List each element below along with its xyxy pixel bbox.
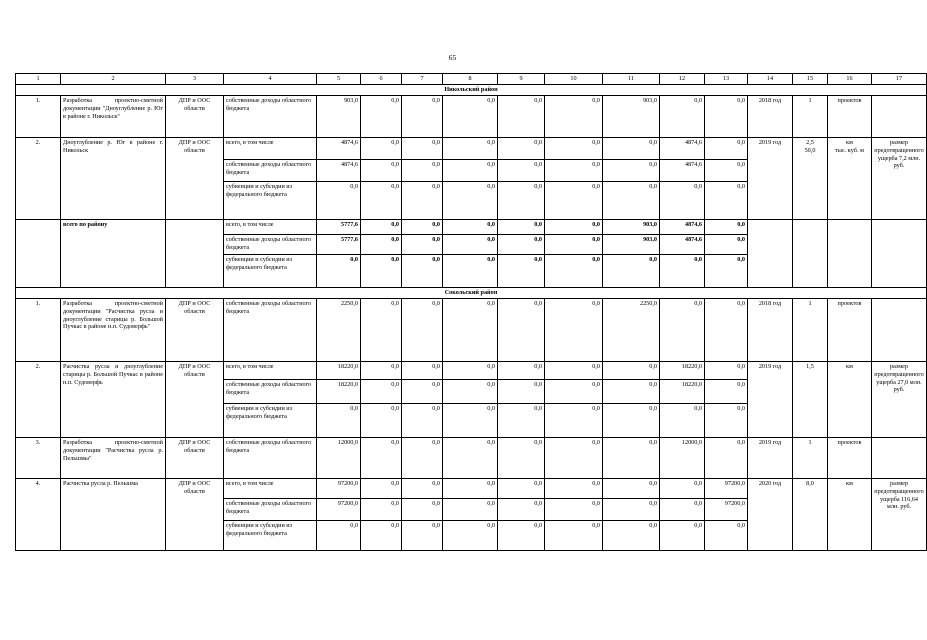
amount-cell: 0,0 bbox=[361, 521, 402, 551]
amount-cell: 0,0 bbox=[603, 479, 660, 499]
amount-cell: 0,0 bbox=[443, 521, 498, 551]
column-number: 6 bbox=[361, 74, 402, 85]
unit-cell: проектов bbox=[828, 96, 872, 138]
amount-cell: 0,0 bbox=[705, 438, 748, 479]
amount-cell: 0,0 bbox=[443, 182, 498, 220]
year-cell: 2018 год bbox=[748, 299, 793, 362]
amount-cell: 4874,6 bbox=[660, 138, 705, 160]
amount-cell: 0,0 bbox=[660, 255, 705, 288]
unit-cell: проектов bbox=[828, 438, 872, 479]
amount-cell: 0,0 bbox=[545, 299, 603, 362]
amount-cell: 0,0 bbox=[443, 362, 498, 380]
amount-cell: 0,0 bbox=[498, 521, 545, 551]
amount-cell: 0,0 bbox=[603, 499, 660, 521]
amount-cell: 0,0 bbox=[402, 182, 443, 220]
executor: ДПР и ООС области bbox=[166, 479, 224, 551]
row-number: 1. bbox=[16, 96, 61, 138]
row-number: 2. bbox=[16, 362, 61, 438]
funding-source: собственные доходы областного бюджета bbox=[224, 235, 317, 255]
funding-source: всего, в том числе bbox=[224, 479, 317, 499]
amount-cell: 97200,0 bbox=[705, 499, 748, 521]
funding-source: субвенции и субсидии из федерального бюджета bbox=[224, 404, 317, 438]
amount-cell: 0,0 bbox=[317, 404, 361, 438]
row-number: 4. bbox=[16, 479, 61, 551]
amount-cell: 0,0 bbox=[402, 235, 443, 255]
amount-cell: 18220,0 bbox=[317, 362, 361, 380]
quantity-cell: 1 bbox=[793, 96, 828, 138]
year-cell: 2018 год bbox=[748, 96, 793, 138]
amount-cell: 0,0 bbox=[402, 438, 443, 479]
executor: ДПР и ООС области bbox=[166, 438, 224, 479]
amount-cell: 0,0 bbox=[660, 299, 705, 362]
table-row bbox=[16, 438, 927, 479]
amount-cell: 0,0 bbox=[361, 220, 402, 235]
amount-cell: 0,0 bbox=[443, 499, 498, 521]
amount-cell: 0,0 bbox=[361, 404, 402, 438]
amount-cell: 0,0 bbox=[402, 160, 443, 182]
amount-cell: 4874,6 bbox=[660, 220, 705, 235]
measure-name: Дноуглубление р. Юг в районе г. Никольск bbox=[61, 138, 166, 220]
column-number: 15 bbox=[793, 74, 828, 85]
amount-cell: 0,0 bbox=[498, 220, 545, 235]
executor bbox=[166, 220, 224, 288]
funding-source: собственные доходы областного бюджета bbox=[224, 380, 317, 404]
amount-cell: 0,0 bbox=[402, 255, 443, 288]
quantity-value: 50,0 bbox=[804, 146, 816, 154]
amount-cell: 0,0 bbox=[545, 362, 603, 380]
measure-name: Разработка проектно-сметной документации "Расчистка русла и дноуглубление старицы р. Большой Пучкас в районе н.п. Судоверфь" bbox=[61, 299, 166, 362]
amount-cell: 0,0 bbox=[660, 521, 705, 551]
column-number: 1 bbox=[16, 74, 61, 85]
amount-cell: 0,0 bbox=[545, 438, 603, 479]
year-cell: 2019 год bbox=[748, 138, 793, 220]
funding-source: всего, в том числе bbox=[224, 362, 317, 380]
funding-source: всего, в том числе bbox=[224, 220, 317, 235]
amount-cell: 0,0 bbox=[545, 220, 603, 235]
column-number: 3 bbox=[166, 74, 224, 85]
note-cell bbox=[872, 96, 927, 138]
amount-cell: 0,0 bbox=[361, 138, 402, 160]
amount-cell: 0,0 bbox=[705, 404, 748, 438]
amount-cell: 0,0 bbox=[443, 160, 498, 182]
quantity-cell: 1 bbox=[793, 299, 828, 362]
amount-cell: 0,0 bbox=[545, 182, 603, 220]
amount-cell: 0,0 bbox=[705, 220, 748, 235]
amount-cell: 0,0 bbox=[603, 362, 660, 380]
amount-cell: 0,0 bbox=[705, 380, 748, 404]
amount-cell: 0,0 bbox=[498, 380, 545, 404]
district-header-row bbox=[16, 85, 927, 96]
amount-cell: 0,0 bbox=[443, 438, 498, 479]
unit-cell bbox=[828, 138, 872, 220]
amount-cell: 0,0 bbox=[545, 96, 603, 138]
column-number: 2 bbox=[61, 74, 166, 85]
funding-source: собственные доходы областного бюджета bbox=[224, 299, 317, 362]
amount-cell: 0,0 bbox=[402, 220, 443, 235]
amount-cell: 0,0 bbox=[498, 299, 545, 362]
amount-cell: 0,0 bbox=[705, 235, 748, 255]
executor: ДПР и ООС области bbox=[166, 299, 224, 362]
executor: ДПР и ООС области bbox=[166, 362, 224, 438]
amount-cell: 0,0 bbox=[705, 182, 748, 220]
funding-source: субвенции и субсидии из федерального бюджета bbox=[224, 255, 317, 288]
amount-cell: 903,0 bbox=[603, 220, 660, 235]
column-number: 7 bbox=[402, 74, 443, 85]
amount-cell: 0,0 bbox=[498, 404, 545, 438]
unit-cell bbox=[828, 220, 872, 288]
column-number: 9 bbox=[498, 74, 545, 85]
amount-cell: 0,0 bbox=[361, 362, 402, 380]
amount-cell: 0,0 bbox=[402, 479, 443, 499]
quantity-cell bbox=[793, 220, 828, 288]
year-cell: 2019 год bbox=[748, 362, 793, 438]
column-number: 10 bbox=[545, 74, 603, 85]
amount-cell: 0,0 bbox=[361, 479, 402, 499]
total-row bbox=[16, 220, 927, 235]
unit-cell: км bbox=[828, 479, 872, 551]
amount-cell: 0,0 bbox=[705, 299, 748, 362]
amount-cell: 4874,6 bbox=[660, 160, 705, 182]
funding-source: собственные доходы областного бюджета bbox=[224, 96, 317, 138]
unit-value: тыс. куб. м bbox=[835, 146, 864, 154]
amount-cell: 4874,6 bbox=[317, 160, 361, 182]
amount-cell: 0,0 bbox=[660, 499, 705, 521]
note-cell bbox=[872, 438, 927, 479]
amount-cell: 0,0 bbox=[317, 182, 361, 220]
amount-cell: 0,0 bbox=[402, 404, 443, 438]
amount-cell: 0,0 bbox=[660, 479, 705, 499]
amount-cell: 0,0 bbox=[443, 235, 498, 255]
row-number bbox=[16, 220, 61, 288]
amount-cell: 0,0 bbox=[705, 160, 748, 182]
amount-cell: 0,0 bbox=[498, 362, 545, 380]
note-cell bbox=[872, 220, 927, 288]
amount-cell: 0,0 bbox=[603, 404, 660, 438]
total-label: всего по району bbox=[61, 220, 166, 288]
amount-cell: 0,0 bbox=[498, 138, 545, 160]
note-cell bbox=[872, 299, 927, 362]
executor: ДПР и ООС области bbox=[166, 138, 224, 220]
amount-cell: 12000,0 bbox=[660, 438, 705, 479]
amount-cell: 0,0 bbox=[443, 96, 498, 138]
note-cell: размер предотвращенного ущерба 27,0 млн. руб. bbox=[872, 362, 927, 438]
amount-cell: 0,0 bbox=[443, 220, 498, 235]
column-number: 17 bbox=[872, 74, 927, 85]
amount-cell: 0,0 bbox=[603, 438, 660, 479]
amount-cell: 0,0 bbox=[545, 499, 603, 521]
amount-cell: 0,0 bbox=[705, 96, 748, 138]
measure-name: Расчистка русла и дноуглубление старицы р. Большой Пучкас в районе н.п. Судоверфь bbox=[61, 362, 166, 438]
measure-name: Разработка проектно-сметной документации "Дноуглубление р. Юг в районе г. Никольск" bbox=[61, 96, 166, 138]
amount-cell: 903,0 bbox=[603, 235, 660, 255]
amount-cell: 0,0 bbox=[361, 255, 402, 288]
amount-cell: 903,0 bbox=[317, 96, 361, 138]
table-row bbox=[16, 479, 927, 499]
quantity-cell: 8,0 bbox=[793, 479, 828, 551]
amount-cell: 0,0 bbox=[402, 362, 443, 380]
row-number: 2. bbox=[16, 138, 61, 220]
column-number: 5 bbox=[317, 74, 361, 85]
funding-source: всего, в том числе bbox=[224, 138, 317, 160]
amount-cell: 0,0 bbox=[545, 160, 603, 182]
table-row bbox=[16, 138, 927, 160]
amount-cell: 0,0 bbox=[498, 479, 545, 499]
amount-cell: 0,0 bbox=[361, 438, 402, 479]
measure-name: Расчистка русла р. Пельшма bbox=[61, 479, 166, 551]
note-cell: размер предотвращенного ущерба 7,2 млн. руб. bbox=[872, 138, 927, 220]
amount-cell: 0,0 bbox=[603, 160, 660, 182]
amount-cell: 0,0 bbox=[603, 380, 660, 404]
district-title: Никольский район bbox=[16, 85, 927, 96]
amount-cell: 97200,0 bbox=[705, 479, 748, 499]
amount-cell: 0,0 bbox=[443, 255, 498, 288]
amount-cell: 0,0 bbox=[660, 96, 705, 138]
amount-cell: 0,0 bbox=[498, 438, 545, 479]
funding-source: собственные доходы областного бюджета bbox=[224, 438, 317, 479]
amount-cell: 97200,0 bbox=[317, 499, 361, 521]
amount-cell: 2250,0 bbox=[317, 299, 361, 362]
amount-cell: 0,0 bbox=[402, 499, 443, 521]
year-cell bbox=[748, 220, 793, 288]
row-number: 3. bbox=[16, 438, 61, 479]
quantity-cell: 1 bbox=[793, 438, 828, 479]
amount-cell: 0,0 bbox=[443, 138, 498, 160]
amount-cell: 0,0 bbox=[545, 521, 603, 551]
amount-cell: 0,0 bbox=[705, 138, 748, 160]
amount-cell: 0,0 bbox=[545, 479, 603, 499]
amount-cell: 4874,6 bbox=[317, 138, 361, 160]
amount-cell: 0,0 bbox=[705, 362, 748, 380]
district-header-row bbox=[16, 288, 927, 299]
amount-cell: 97200,0 bbox=[317, 479, 361, 499]
measure-name: Разработка проектно-сметной документации "Расчистка русла р. Пельшмы" bbox=[61, 438, 166, 479]
row-number: 1. bbox=[16, 299, 61, 362]
unit-cell: проектов bbox=[828, 299, 872, 362]
amount-cell: 0,0 bbox=[498, 499, 545, 521]
column-number: 14 bbox=[748, 74, 793, 85]
amount-cell: 0,0 bbox=[498, 255, 545, 288]
amount-cell: 903,0 bbox=[603, 96, 660, 138]
amount-cell: 0,0 bbox=[317, 521, 361, 551]
amount-cell: 0,0 bbox=[361, 380, 402, 404]
amount-cell: 0,0 bbox=[443, 479, 498, 499]
amount-cell: 0,0 bbox=[545, 404, 603, 438]
table-row bbox=[16, 362, 927, 380]
amount-cell: 18220,0 bbox=[317, 380, 361, 404]
amount-cell: 0,0 bbox=[402, 138, 443, 160]
amount-cell: 0,0 bbox=[443, 299, 498, 362]
funding-source: субвенции и субсидии из федерального бюджета bbox=[224, 182, 317, 220]
amount-cell: 0,0 bbox=[402, 521, 443, 551]
amount-cell: 18220,0 bbox=[660, 380, 705, 404]
amount-cell: 0,0 bbox=[545, 380, 603, 404]
column-number: 13 bbox=[705, 74, 748, 85]
amount-cell: 0,0 bbox=[545, 235, 603, 255]
amount-cell: 0,0 bbox=[545, 138, 603, 160]
amount-cell: 0,0 bbox=[498, 182, 545, 220]
page-number: 65 bbox=[448, 53, 457, 62]
executor: ДПР и ООС области bbox=[166, 96, 224, 138]
column-number: 16 bbox=[828, 74, 872, 85]
amount-cell: 0,0 bbox=[603, 138, 660, 160]
amount-cell: 0,0 bbox=[545, 255, 603, 288]
column-number: 12 bbox=[660, 74, 705, 85]
unit-cell: км bbox=[828, 362, 872, 438]
note-cell: размер предотвращенного ущерба 116,64 млн. руб. bbox=[872, 479, 927, 551]
funding-source: собственные доходы областного бюджета bbox=[224, 160, 317, 182]
amount-cell: 2250,0 bbox=[603, 299, 660, 362]
amount-cell: 0,0 bbox=[603, 182, 660, 220]
quantity-value: 2,5 bbox=[806, 139, 814, 146]
column-number: 11 bbox=[603, 74, 660, 85]
amount-cell: 0,0 bbox=[402, 96, 443, 138]
amount-cell: 0,0 bbox=[705, 521, 748, 551]
amount-cell: 0,0 bbox=[603, 255, 660, 288]
amount-cell: 0,0 bbox=[443, 380, 498, 404]
amount-cell: 18220,0 bbox=[660, 362, 705, 380]
amount-cell: 0,0 bbox=[361, 299, 402, 362]
investment-table bbox=[15, 73, 927, 551]
unit-value: км bbox=[846, 139, 853, 146]
table-row bbox=[16, 299, 927, 362]
column-number: 8 bbox=[443, 74, 498, 85]
quantity-cell bbox=[793, 138, 828, 220]
amount-cell: 0,0 bbox=[361, 499, 402, 521]
column-number-row bbox=[16, 74, 927, 85]
amount-cell: 0,0 bbox=[498, 96, 545, 138]
amount-cell: 12000,0 bbox=[317, 438, 361, 479]
amount-cell: 0,0 bbox=[361, 160, 402, 182]
table-row bbox=[16, 96, 927, 138]
amount-cell: 0,0 bbox=[402, 299, 443, 362]
amount-cell: 0,0 bbox=[317, 255, 361, 288]
year-cell: 2020 год bbox=[748, 479, 793, 551]
column-number: 4 bbox=[224, 74, 317, 85]
funding-source: собственные доходы областного бюджета bbox=[224, 499, 317, 521]
amount-cell: 5777,6 bbox=[317, 235, 361, 255]
amount-cell: 0,0 bbox=[361, 235, 402, 255]
amount-cell: 0,0 bbox=[603, 521, 660, 551]
district-title: Сокольский район bbox=[16, 288, 927, 299]
amount-cell: 0,0 bbox=[443, 404, 498, 438]
quantity-cell: 1,5 bbox=[793, 362, 828, 438]
amount-cell: 5777,6 bbox=[317, 220, 361, 235]
amount-cell: 0,0 bbox=[361, 182, 402, 220]
amount-cell: 0,0 bbox=[402, 380, 443, 404]
amount-cell: 0,0 bbox=[705, 255, 748, 288]
amount-cell: 4874,6 bbox=[660, 235, 705, 255]
year-cell: 2019 год bbox=[748, 438, 793, 479]
amount-cell: 0,0 bbox=[660, 182, 705, 220]
amount-cell: 0,0 bbox=[498, 235, 545, 255]
amount-cell: 0,0 bbox=[660, 404, 705, 438]
amount-cell: 0,0 bbox=[361, 96, 402, 138]
funding-source: субвенции и субсидии из федерального бюджета bbox=[224, 521, 317, 551]
amount-cell: 0,0 bbox=[498, 160, 545, 182]
